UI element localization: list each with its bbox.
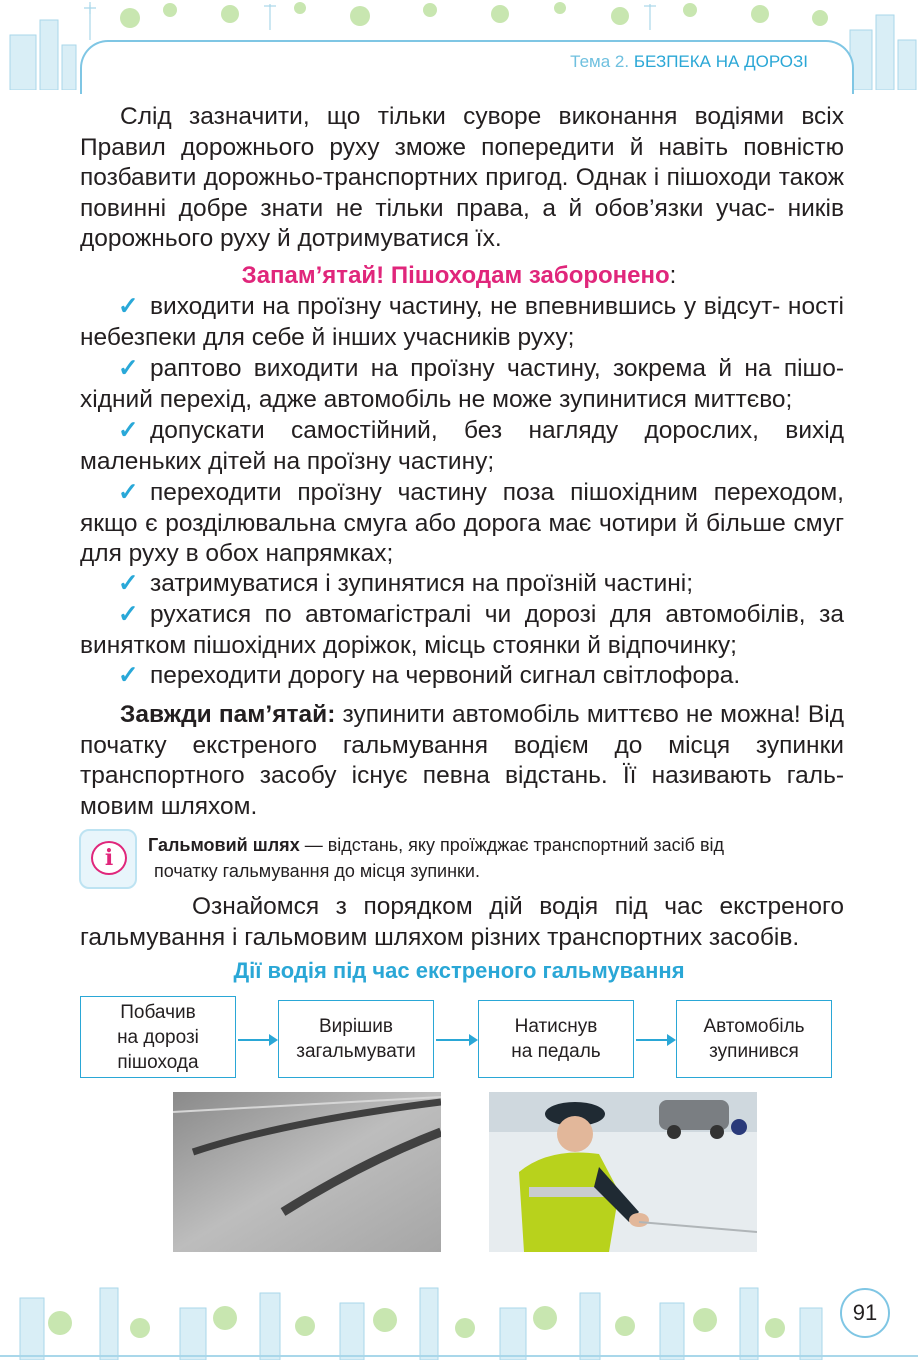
intro-line: Слід зазначити, що тільки суворе виконання водіями всіх — [120, 103, 844, 130]
flow-step-text: на педаль — [511, 1041, 601, 1062]
remember-title: Запам’ятай! Пішоходам заборонено — [241, 262, 670, 289]
remember-heading — [0, 262, 918, 290]
rule-text: затримуватися і зупинятися на проїзній частині; — [150, 570, 694, 597]
rule-item — [80, 354, 844, 415]
procedure-intro-line: Ознайомся з порядком дій водія під час екстреного — [192, 893, 844, 920]
always-remember-label: Завжди пам’ятай: — [120, 701, 336, 728]
check-icon: ✓ — [118, 293, 139, 320]
rule-text: маленьких дітей на проїзну частину; — [80, 447, 495, 475]
remember-colon: : — [669, 262, 677, 289]
procedure-intro-line: гальмування і гальмовим шляхом різних транспортних засобів. — [80, 924, 800, 951]
flow-step-3 — [478, 1000, 634, 1078]
flow-arrow — [636, 1039, 674, 1041]
flow-step-text: Вирішив — [318, 1016, 394, 1037]
check-icon: ✓ — [118, 417, 139, 444]
rule-text: виходити на проїзну частину, не впевнившись у відсут- — [150, 293, 781, 320]
cityscape-illustration — [0, 1268, 918, 1360]
intro-line: позбавити дорожньо-транспортних пригод. Однак і пішоходи — [80, 164, 772, 191]
always-text: зупинити автомобіль миттєво не можна! — [335, 701, 801, 728]
rule-text: переходити проїзну частину поза пішохідним переходом, — [150, 479, 844, 506]
bottom-decorative-border — [0, 1268, 918, 1360]
flow-step-text: загальмувати — [296, 1041, 416, 1062]
always-text: Від початку екстреного гальмування водієм до місця зупинки — [80, 701, 844, 759]
flow-arrow — [436, 1039, 476, 1041]
intro-line: також повинні добре знати не тільки права, а й обов’язки учас- — [80, 164, 844, 222]
police-officer-image — [489, 1092, 757, 1252]
flow-arrow — [238, 1039, 276, 1041]
topic-title: БЕЗПЕКА НА ДОРОЗІ — [633, 52, 808, 71]
rule-text: ності небезпеки для себе й інших учасників руху; — [80, 293, 844, 351]
definition-term: Гальмовий шлях — [148, 835, 300, 855]
info-letter: i — [104, 845, 114, 871]
flow-step-text: Натиснув — [514, 1016, 598, 1037]
chapter-header — [570, 52, 808, 72]
rule-text: смуг для руху в обох напрямках; — [80, 509, 845, 567]
intro-paragraph — [80, 102, 844, 255]
flow-step-text: зупинився — [709, 1041, 799, 1062]
check-icon: ✓ — [118, 355, 139, 382]
rule-text: рухатися по автомагістралі чи дорозі для автомобілів, — [150, 601, 806, 628]
flow-step-text: Автомобіль — [703, 1016, 805, 1037]
info-icon — [79, 829, 137, 889]
flow-step-1 — [80, 996, 236, 1078]
flow-step-2 — [278, 1000, 434, 1078]
procedure-intro — [80, 891, 844, 953]
skid-marks-photo — [173, 1092, 441, 1252]
flow-step-text: Побачив — [120, 1001, 196, 1023]
always-text: мовим шляхом. — [80, 792, 258, 820]
intro-line: ників дорожнього руху й дотримуватися їх. — [80, 194, 844, 252]
rule-text: раптово виходити на проїзну частину, зокрема й на пішо- — [150, 355, 844, 382]
definition-text: — відстань, яку проїжджає транспортний засіб від — [299, 835, 725, 855]
rule-item — [80, 416, 844, 477]
page-number: 91 — [840, 1288, 890, 1338]
rule-item — [80, 478, 844, 570]
police-measuring-photo — [489, 1092, 757, 1252]
flow-step-text: пішохода — [117, 1051, 199, 1073]
rule-item — [80, 292, 844, 353]
info-bubble — [91, 841, 127, 875]
rule-text: якщо є розділювальна смуга або дорога має чотири й більше — [80, 509, 786, 537]
rule-item — [80, 661, 844, 692]
check-icon: ✓ — [118, 662, 139, 689]
check-icon: ✓ — [118, 479, 139, 506]
topic-number: Тема 2. — [570, 52, 630, 71]
flow-step-4 — [676, 1000, 832, 1078]
rule-item — [80, 569, 844, 600]
always-remember-paragraph — [80, 700, 844, 822]
flow-title: Дії водія під час екстреного гальмування — [233, 958, 685, 983]
always-text: транспортного засобу існує певна відстань. Її називають галь- — [80, 762, 844, 789]
rule-text: переходити дорогу на червоний сигнал світлофора. — [150, 662, 741, 689]
skid-marks-image — [173, 1092, 441, 1252]
check-icon: ✓ — [118, 570, 139, 597]
rule-text: хідний перехід, адже автомобіль не може зупинитися миттєво; — [80, 385, 793, 413]
definition-text: початку гальмування до місця зупинки. — [154, 861, 480, 881]
intro-line: Правил дорожнього руху зможе попередити й навіть повністю — [80, 133, 844, 161]
rule-text: за винятком пішохідних доріжок, місць стоянки й відпочинку; — [80, 601, 844, 659]
rule-text: допускати самостійний, без нагляду дорослих, вихід — [150, 417, 844, 444]
flow-step-text: на дорозі — [117, 1026, 199, 1048]
check-icon: ✓ — [118, 601, 139, 628]
definition-box — [148, 832, 848, 884]
rule-item — [80, 600, 844, 661]
